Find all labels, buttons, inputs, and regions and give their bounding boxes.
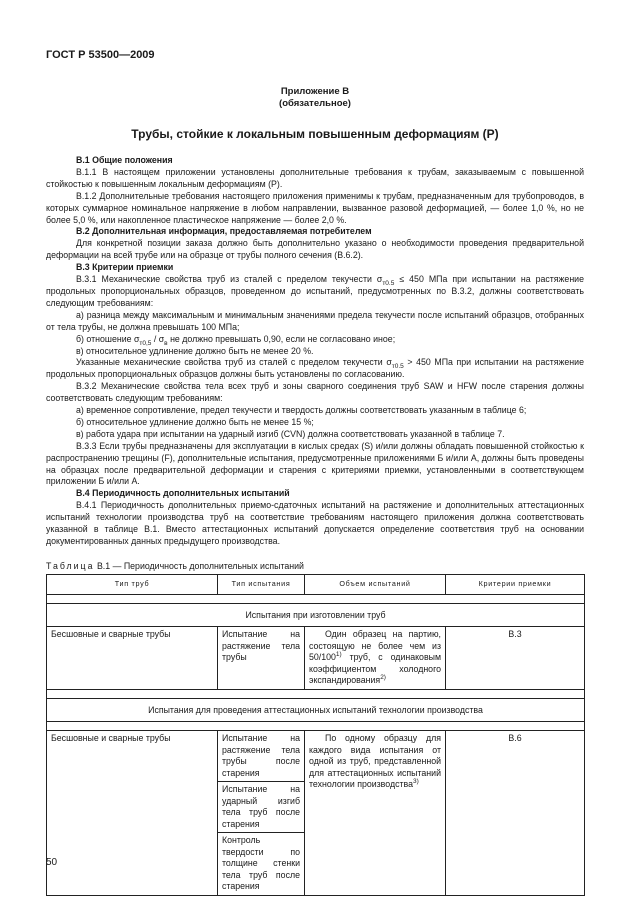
test-volume-cell: По одному образцу для каждого вида испытания от одной из труб, представленной для аттестационных испытаний технологии производства$^{3)}$ (305, 731, 446, 896)
test-type-cell: Контроль твердости по толщине стенки тела труб после старения (218, 833, 305, 896)
list-item: а) временное сопротивление, предел текучести и твердость должны соответствовать указанным в таблице 6; (76, 405, 527, 416)
column-header: Тип испытания (218, 575, 305, 595)
section-heading: В.2 Дополнительная информация, предоставляемая потребителем (76, 226, 372, 237)
test-type-cell: Испытание на растяжение тела трубы (218, 627, 305, 690)
table-caption: Таблица В.1 — Периодичность дополнительных испытаний (46, 561, 304, 571)
pipe-type-cell: Бесшовные и сварные трубы (47, 627, 218, 690)
test-type-cell: Испытание на растяжение тела трубы после старения (218, 731, 305, 782)
list-item: а) разница между максимальным и минимальным значениями предела текучести после испытаний образцов, отобранных от тела трубы, не должна превышать 100 МПа; (46, 309, 584, 332)
annex-heading: Трубы, стойкие к локальным повышенным деформациям (Р) (131, 127, 499, 141)
paragraph: Для конкретной позиции заказа должно быть дополнительно указано о необходимости проведения предварительной деформации на всей трубе или на образце от трубы полного сечения (В.6.2). (46, 238, 584, 261)
standard-code: ГОСТ Р 53500—2009 (46, 49, 155, 61)
column-header: Объем испытаний (305, 575, 446, 595)
spacer-row (47, 594, 585, 603)
table-section-row: Испытания при изготовлении труб (47, 603, 585, 627)
annex-title: Приложение В (280, 86, 350, 97)
list-item: в) работа удара при испытании на ударный изгиб (CVN) должна соответствовать указанной в таблице 7. (76, 428, 505, 439)
table-header-row (47, 575, 585, 595)
page-number: 50 (46, 857, 58, 868)
pipe-type-cell: Бесшовные и сварные трубы (47, 731, 218, 896)
paragraph: Указанные механические свойства труб из сталей с пределом текучести $\sigma_{т0.5} > 450$ МПа при испытании на растяжение продольных пропорциональных образцов должны быть установлены по согласованию. (46, 357, 584, 380)
periodicity-table (46, 574, 585, 896)
spacer-row (47, 689, 585, 698)
paragraph: В.3.1 Механические свойства труб из сталей с пределом текучести $\sigma_{т0.5} \le 450$ МПа при испытании на растяжение продольных пропорциональных образцов, проведенном до испытаний, предусмотренных по В.3.2, должны соответствовать следующим требованиям: (46, 274, 584, 308)
annex-body (46, 155, 584, 548)
paragraph: В.1.1 В настоящем приложении установлены дополнительные требования к трубам, заказываемым с повышенной стойкостью к повышенным локальным деформациям (Р). (46, 166, 584, 189)
paragraph: В.3.2 Механические свойства тела всех труб и зоны сварного соединения труб SAW и HFW после старения должны соответствовать следующим требованиям: (46, 381, 584, 404)
list-item: б) относительное удлинение должно быть не менее 15 %; (76, 416, 314, 427)
column-header: Критерии приемки (446, 575, 585, 595)
table-row (47, 627, 585, 690)
spacer-row (47, 722, 585, 731)
column-header: Тип труб (47, 575, 218, 595)
section-heading: В.1 Общие положения (76, 155, 173, 165)
criteria-cell: В.3 (446, 627, 585, 690)
section-heading: В.4 Периодичность дополнительных испытаний (76, 488, 290, 499)
paragraph: В.3.3 Если трубы предназначены для эксплуатации в кислых средах (S) и/или должны обладать повышенной стойкостью к распространению трещины (F), дополнительные испытания, предусмотренные приложениями Б и/или А, должны быть проведены на образцах после предварительной деформации и старения с критериями приемки, установленными в соответствующем приложении Б и/или А. (46, 440, 584, 487)
annex-status: (обязательное) (279, 98, 351, 109)
list-item: б) отношение $\sigma_{т0,5} / \sigma_в$ не должно превышать 0,90, если не согласовано иное; (76, 333, 396, 347)
test-type-cell: Испытание на ударный изгиб тела труб после старения (218, 782, 305, 833)
paragraph: В.4.1 Периодичность дополнительных приемо-сдаточных испытаний на растяжение и дополнительных аттестационных испытаний технологии производства труб на соответствие требованиям настоящего приложения должна соответствовать указанной в таблице В.1. Вместо аттестационных испытаний допускается определение соответствия труб на основании документированных данных предыдущего производства. (46, 500, 584, 546)
list-item: в) относительное удлинение должно быть не менее 20 %. (76, 345, 314, 356)
table-section-row: Испытания для проведения аттестационных испытаний технологии производства (47, 698, 585, 722)
test-volume-cell: Один образец на партию, состоящую не более чем из 50/100$^{1)}$ труб, с одинаковым коэффициентом холодного экспандирования$^{2)}$ (305, 627, 446, 690)
section-heading: В.3 Критерии приемки (76, 262, 174, 273)
criteria-cell: В.6 (446, 731, 585, 896)
paragraph: В.1.2 Дополнительные требования настоящего приложения применимы к трубам, предназначенным для трубопроводов, в которых суммарное номинальное напряжение в любом направлении, вызванное разовой деформацией, — более 1,0 %, но не более 5,0 %, или накопленное пластическое напряжение — более 2,0 %. (46, 190, 584, 225)
table-row (47, 731, 585, 782)
